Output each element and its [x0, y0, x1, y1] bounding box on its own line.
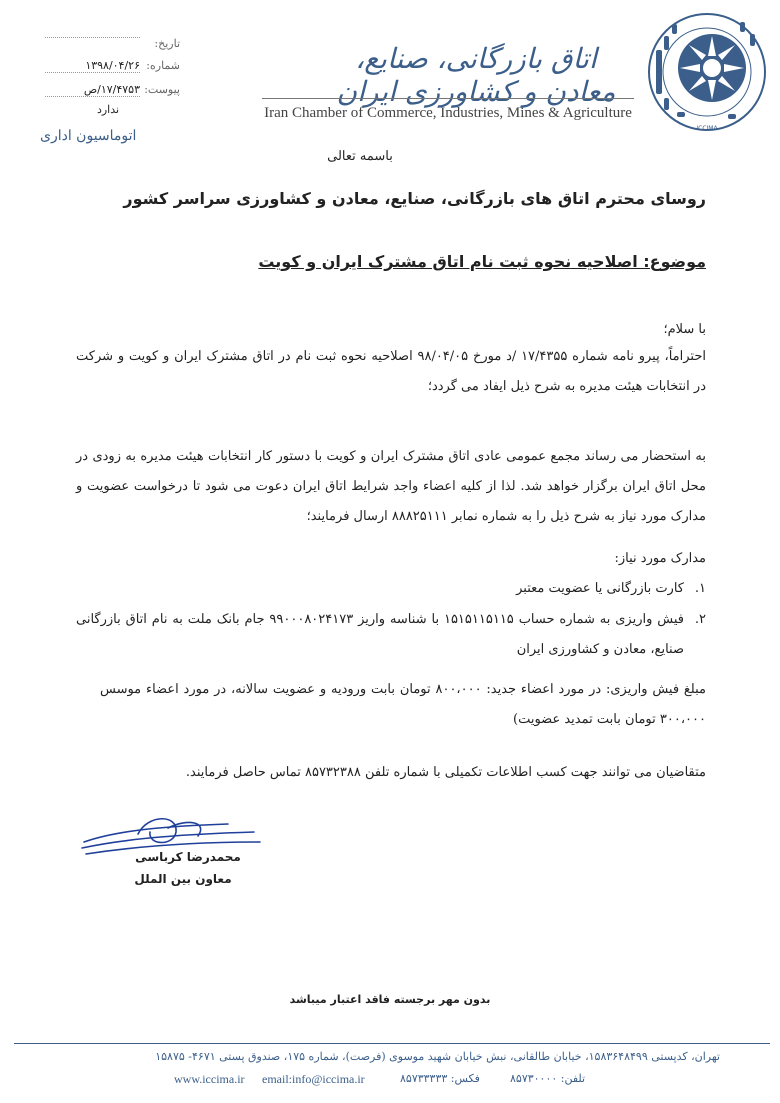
footer-divider: [14, 1043, 770, 1044]
footer-tel: تلفن: ۸۵۷۳۰۰۰۰: [510, 1072, 586, 1085]
signer-title: معاون بین الملل: [134, 872, 232, 886]
list-item: [76, 574, 706, 604]
footer-fax: فکس: ۸۵۷۳۳۳۳۳: [400, 1072, 480, 1085]
bismillah: باسمه تعالی: [327, 149, 393, 164]
header-divider: [262, 98, 634, 99]
greeting: با سلام؛: [663, 322, 706, 337]
stamp-note: بدون مهر برجسته فاقد اعتبار میباشد: [289, 993, 491, 1006]
list-text: کارت بازرگانی یا عضویت معتبر: [516, 581, 684, 596]
list-item: [76, 605, 706, 665]
contact-note: متقاضیان می توانند جهت کسب اطلاعات تکمیلی با شماره تلفن ۸۵۷۳۲۳۸۸ تماس حاصل فرمایند.: [185, 765, 706, 780]
attachment-note: ندارد: [96, 103, 120, 116]
meta-number: [40, 59, 180, 79]
office-label: اتوماسیون اداری: [40, 128, 137, 144]
number-label: شماره:: [146, 59, 180, 72]
list-number: ۲.: [694, 612, 706, 627]
paragraph-1: احتراماً، پیرو نامه شماره ۱۷/۴۳۵۵ /د مورخ ۹۸/۰۴/۰۵ اصلاحیه نحوه ثبت نام در اتاق مشترک ایران و کویت و شرکت در انتخابات هیئت مدیره به شرح ذیل ایفاد می گردد؛: [76, 349, 706, 394]
org-name-fa: اتاق بازرگانی، صنایع، معادن و کشاورزی ایران: [336, 42, 616, 108]
meta-attachment: [40, 83, 180, 103]
paragraph-2: به استحضار می رساند مجمع عمومی عادی اتاق مشترک ایران و کویت با دستور کار انتخابات هیئت مدیره به زودی در محل اتاق ایران برگزار خواهد شد. لذا از کلیه اعضاء واجد شرایط اتاق ایران دعوت می شود تا درخواست عضویت و مدارک مورد نیاز به شرح ذیل را به شماره نمابر ۸۸۸۲۵۱۱۱ ارسال فرمایند؛: [76, 449, 706, 524]
logo-text: ICCIMA: [696, 125, 718, 132]
iccima-logo-icon: [642, 10, 772, 135]
footer-address: تهران، کدپستی ۱۵۸۳۶۴۸۴۹۹، خیابان طالقانی، نبش خیابان شهید موسوی (فرصت)، شماره ۱۷۵، صندوق پستی ۴۶۷۱- ۱۵۸۷۵: [155, 1050, 720, 1063]
list-text: فیش واریزی به شماره حساب ۱۵۱۵۱۱۵۱۱۵ با شناسه واریز ۹۹۰۰۰۸۰۲۴۱۷۳ جام بانک ملت به نام اتاق بازرگانی صنایع، معادن و کشاورزی ایران: [76, 612, 684, 657]
footer-email[interactable]: email:info@iccima.ir: [262, 1072, 365, 1086]
recipients: روسای محترم اتاق های بازرگانی، صنایع، معادن و کشاورزی سراسر کشور: [123, 189, 706, 208]
fee-note: مبلغ فیش واریزی: در مورد اعضاء جدید: ۸۰۰،۰۰۰ تومان بابت ورودیه و عضویت سالانه، در مورد اعضاء موسس ۳۰۰،۰۰۰ تومان بابت تمدید عضویت): [100, 682, 706, 727]
subject-line: موضوع: اصلاحیه نحوه ثبت نام اتاق مشترک ایران و کویت: [258, 252, 706, 271]
meta-date: [40, 37, 180, 57]
signer-name: محمدرضا کرباسی: [135, 850, 241, 864]
org-name-en: Iran Chamber of Commerce, Industries, Mines & Agriculture: [264, 105, 632, 121]
list-number: ۱.: [694, 581, 706, 596]
attachment-value: ۱۷/۴۷۵۳/ص: [45, 83, 140, 97]
date-value: [45, 37, 140, 38]
number-value: ۱۳۹۸/۰۴/۲۶: [45, 59, 140, 73]
docs-title: مدارک مورد نیاز:: [614, 551, 706, 566]
footer-website[interactable]: www.iccima.ir: [174, 1072, 245, 1086]
attachment-label: پیوست:: [144, 83, 180, 96]
date-label: تاریخ:: [154, 37, 180, 50]
